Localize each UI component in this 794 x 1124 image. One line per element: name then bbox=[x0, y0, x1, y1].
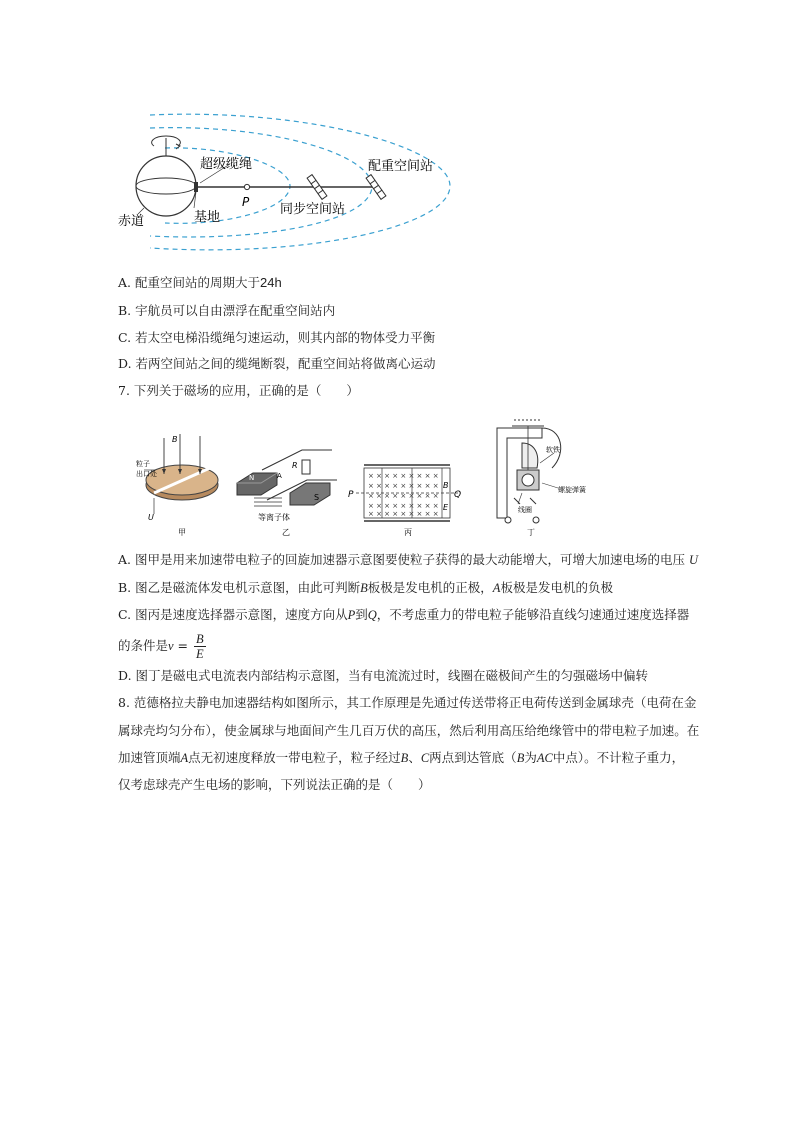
ding-label-iron: 软铁 bbox=[546, 446, 560, 454]
q7-option-a: A. 图甲是用来加速带电粒子的回旋加速器示意图要使粒子获得的最大动能增大，可增大加速电场的电压 U bbox=[118, 552, 698, 567]
figure-bing-velocity-selector bbox=[348, 465, 461, 537]
yi-label-s: S bbox=[314, 493, 320, 502]
label-sync-station: 同步空间站 bbox=[280, 202, 346, 217]
q6-option-a: A. 配重空间站的周期大于24h bbox=[118, 275, 282, 290]
svg-text:× × × × × × × × ×: × × × × × × × × × bbox=[368, 510, 439, 518]
bing-label-p: P bbox=[348, 490, 354, 500]
label-p: P bbox=[242, 195, 250, 209]
bing-label-b: B bbox=[443, 481, 449, 490]
jia-label-u: U bbox=[148, 513, 154, 522]
label-base: 基地 bbox=[194, 210, 221, 225]
q6-option-d: D. 若两空间站之间的缆绳断裂，配重空间站将做离心运动 bbox=[118, 356, 436, 371]
fig-label-jia: 甲 bbox=[178, 528, 186, 537]
yi-label-plasma: 等离子体 bbox=[258, 513, 290, 522]
yi-label-n: N bbox=[249, 474, 255, 482]
magnetic-applications-figure bbox=[136, 408, 612, 543]
yi-label-a: A bbox=[277, 472, 282, 480]
q7-option-c-line2: 的条件是v = $\frac{B}{E}$ bbox=[118, 632, 204, 661]
svg-text:× × × × × × × × ×: × × × × × × × × × bbox=[368, 482, 439, 490]
ding-label-spring: 螺旋弹簧 bbox=[558, 486, 586, 494]
q6-option-b: B. 宇航员可以自由漂浮在配重空间站内 bbox=[118, 303, 336, 318]
base-marker bbox=[194, 182, 198, 192]
q6-option-c: C. 若太空电梯沿缆绳匀速运动，则其内部的物体受力平衡 bbox=[118, 330, 436, 345]
earth-icon bbox=[136, 156, 196, 216]
figure-yi-mhd-generator bbox=[237, 450, 337, 537]
fig-label-ding: 丁 bbox=[527, 528, 535, 537]
svg-text:× × × × × × × × ×: × × × × × × × × × bbox=[368, 472, 439, 480]
q7-stem: 7. 下列关于磁场的应用，正确的是（ ） bbox=[118, 383, 359, 398]
label-cable: 超级缆绳 bbox=[200, 157, 253, 172]
figure-ding-galvanometer bbox=[497, 420, 587, 537]
q8-line-3: 加速管顶端A点无初速度释放一带电粒子，粒子经过B、C两点到达管底（B为AC中点）。不计粒子重力， bbox=[118, 750, 685, 765]
bing-label-q: Q bbox=[454, 490, 462, 500]
svg-text:× × × × × × × × ×: × × × × × × × × × bbox=[368, 492, 439, 500]
velocity-fraction: $\frac{B}{E}$ bbox=[196, 632, 204, 661]
label-counter-station: 配重空间站 bbox=[368, 159, 434, 174]
svg-text:× × × × × × × × ×: × × × × × × × × × bbox=[368, 502, 439, 510]
yi-label-r: R bbox=[292, 461, 298, 470]
q8-line-2: 属球壳均匀分布），使金属球与地面间产生几百万伏的高压，然后利用高压给绝缘管中的带电粒子加速。在 bbox=[118, 723, 700, 738]
space-elevator-figure bbox=[110, 108, 460, 258]
jia-particle-2: 出口处 bbox=[136, 470, 157, 478]
point-p bbox=[244, 184, 249, 189]
figure-jia-cyclotron bbox=[136, 434, 218, 537]
fig-label-yi: 乙 bbox=[282, 528, 290, 537]
fig-label-bing: 丙 bbox=[404, 528, 412, 537]
ding-label-coil: 线圈 bbox=[518, 506, 532, 514]
jia-particle-1: 粒子 bbox=[136, 460, 150, 468]
bing-label-e: E bbox=[443, 503, 449, 512]
label-equator: 赤道 bbox=[118, 214, 145, 229]
q7-option-d: D. 图丁是磁电式电流表内部结构示意图，当有电流流过时，线圈在磁极间产生的匀强磁场中偏转 bbox=[118, 668, 649, 683]
q7-option-c: C. 图丙是速度选择器示意图，速度方向从P到Q，不考虑重力的带电粒子能够沿直线匀速通过速度选择器 bbox=[118, 607, 690, 622]
q7-option-b: B. 图乙是磁流体发电机示意图，由此可判断B板极是发电机的正极，A板极是发电机的负极 bbox=[118, 580, 613, 595]
jia-label-b: B bbox=[172, 435, 178, 444]
q8-line-1: 8. 范德格拉夫静电加速器结构如图所示，其工作原理是先通过传送带将正电荷传送到金属球壳（电荷在金 bbox=[118, 695, 697, 710]
q8-line-4: 仅考虑球壳产生电场的影响，下列说法正确的是（ ） bbox=[118, 777, 431, 792]
